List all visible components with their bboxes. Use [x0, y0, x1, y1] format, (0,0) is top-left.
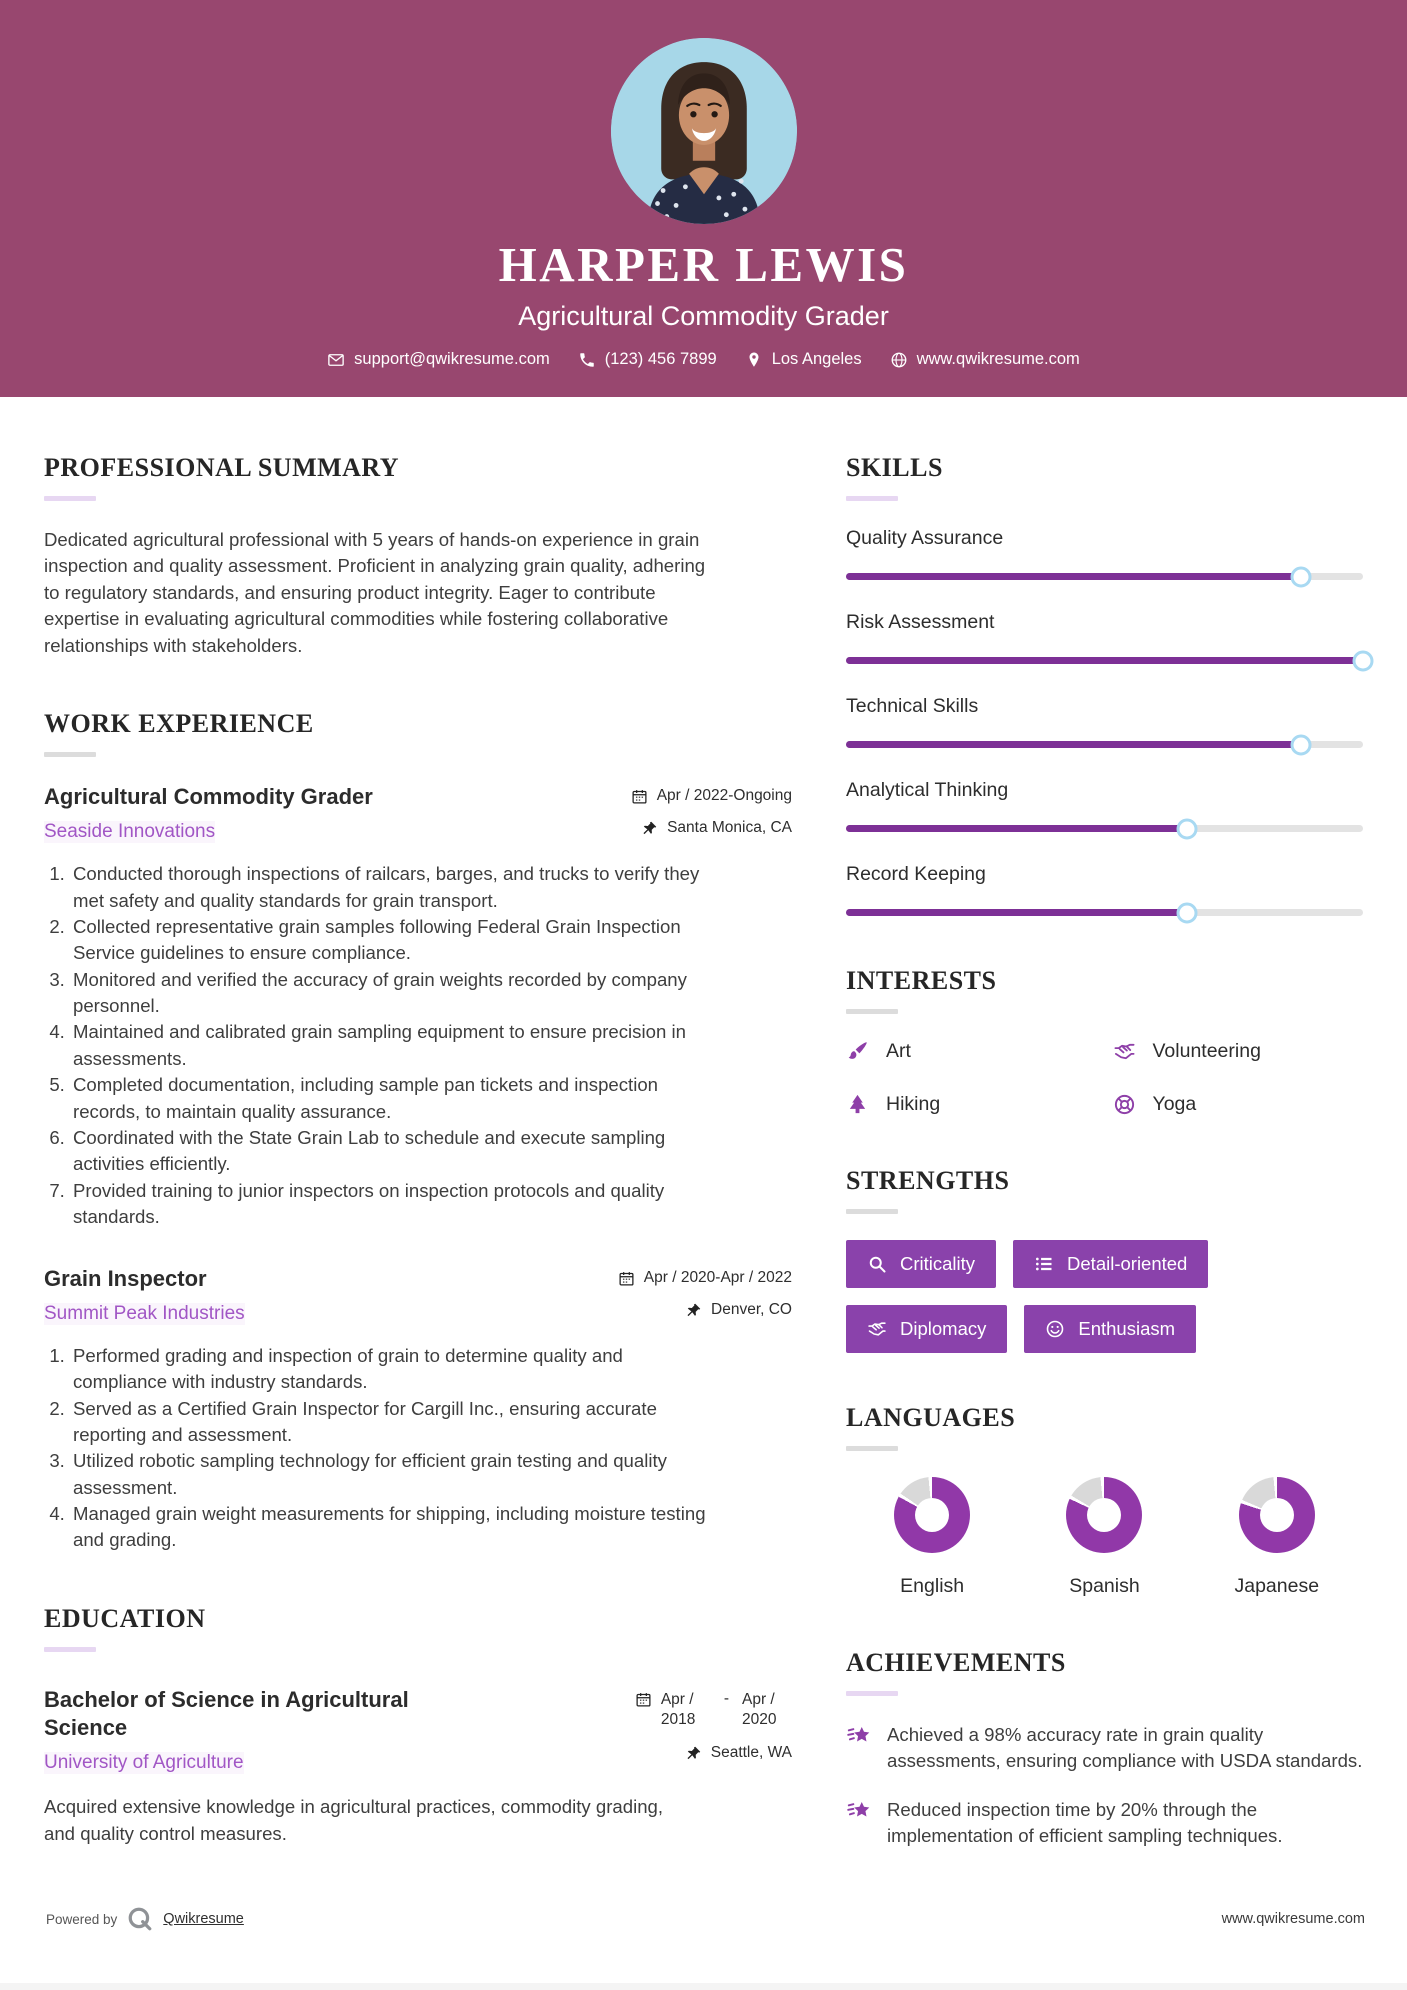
contact-text: support@qwikresume.com — [354, 350, 550, 368]
jobs-list — [44, 783, 792, 1554]
tree-icon — [846, 1093, 869, 1116]
shooting-star-icon — [846, 1798, 873, 1825]
job-dates — [618, 1269, 792, 1287]
education-entry — [44, 1686, 792, 1847]
achievement-item — [846, 1722, 1363, 1773]
skill-slider-track — [846, 657, 1363, 664]
skill-slider-handle[interactable] — [1290, 734, 1311, 755]
job-bullet: 3. Monitored and verified the accuracy of grain weights recorded by company personnel. — [70, 967, 706, 1020]
interest-item — [1113, 1093, 1364, 1116]
section-strengths — [846, 1166, 1363, 1353]
section-underline — [44, 1647, 96, 1652]
job-dates-text: Apr / 2022-Ongoing — [656, 786, 792, 804]
job-bullet: 1. Conducted thorough inspections of railcars, barges, and trucks to verify they met safety and quality standards for grain transport. — [70, 861, 706, 914]
achievement-text: Reduced inspection time by 20% through the implementation of efficient sampling techniques. — [887, 1799, 1283, 1846]
job-location-text: Denver, CO — [711, 1300, 792, 1318]
section-skills — [846, 453, 1363, 916]
skill-slider-track — [846, 825, 1363, 832]
achievements-heading: ACHIEVEMENTS — [846, 1648, 1066, 1677]
achievement-text: Achieved a 98% accuracy rate in grain quality assessments, ensuring compliance with USDA standards. — [887, 1724, 1363, 1771]
left-column — [44, 453, 792, 1899]
strength-button[interactable] — [846, 1305, 1007, 1353]
job-bullet: 1. Performed grading and inspection of grain to determine quality and compliance with industry standards. — [70, 1343, 706, 1396]
footer-site-url: www.qwikresume.com — [1221, 1911, 1365, 1927]
strength-button[interactable] — [1013, 1240, 1208, 1288]
pin-icon — [685, 1302, 702, 1319]
language-item — [1018, 1477, 1190, 1598]
language-item — [846, 1477, 1018, 1598]
page-edge — [0, 1983, 1407, 1990]
company-link[interactable]: Summit Peak Industries — [44, 1302, 245, 1324]
skill-slider-handle[interactable] — [1177, 818, 1198, 839]
job-title: Agricultural Commodity Grader — [44, 783, 373, 809]
contact-text: (123) 456 7899 — [604, 350, 717, 368]
skill-bar-fill — [846, 573, 1301, 580]
skill-name: Quality Assurance — [846, 527, 1004, 549]
phone-icon — [578, 351, 596, 369]
job-bullet: 5. Completed documentation, including sample pan tickets and inspection records, to maintain quality assurance. — [70, 1072, 706, 1125]
education-location-text: Seattle, WA — [710, 1744, 792, 1762]
job-title: Grain Inspector — [44, 1265, 207, 1291]
section-professional-summary — [44, 453, 792, 659]
skill-row — [846, 611, 1363, 664]
job-bullet: 7. Provided training to junior inspectors on inspection protocols and quality standards. — [70, 1178, 706, 1231]
search-icon — [867, 1254, 887, 1274]
handshake-icon — [867, 1319, 887, 1339]
strength-label: Diplomacy — [900, 1318, 987, 1339]
education-dates — [635, 1690, 792, 1730]
job-location — [641, 819, 792, 837]
contact-item — [327, 350, 550, 369]
section-languages — [846, 1403, 1363, 1598]
powered-by — [46, 1906, 244, 1932]
section-achievements — [846, 1648, 1363, 1849]
interest-item — [846, 1093, 1097, 1116]
interest-label: Art — [886, 1040, 911, 1062]
language-label: Spanish — [1069, 1575, 1140, 1597]
job-bullet: 3. Utilized robotic sampling technology for efficient grain testing and quality assessment. — [70, 1448, 706, 1501]
skill-bar-fill — [846, 825, 1187, 832]
strength-button[interactable] — [846, 1240, 996, 1288]
section-underline — [44, 752, 96, 757]
skill-slider-track — [846, 741, 1363, 748]
candidate-title: Agricultural Commodity Grader — [518, 301, 889, 331]
powered-by-text: Powered by — [46, 1911, 118, 1927]
language-label: English — [900, 1575, 965, 1597]
company-link[interactable]: Seaside Innovations — [44, 821, 216, 843]
skill-name: Technical Skills — [846, 695, 979, 717]
pin-icon — [641, 820, 658, 837]
job-bullet: 6. Coordinated with the State Grain Lab to schedule and execute sampling activities efficiently. — [70, 1125, 706, 1178]
job-bullets — [44, 861, 706, 1230]
skill-row — [846, 779, 1363, 832]
globe-icon — [890, 351, 908, 369]
skill-bar-fill — [846, 909, 1187, 916]
content-columns — [0, 397, 1407, 1899]
profile-photo — [611, 38, 797, 224]
education-location — [685, 1744, 792, 1762]
strengths-buttons — [846, 1240, 1316, 1353]
skill-row — [846, 695, 1363, 748]
job-location-text: Santa Monica, CA — [667, 818, 792, 836]
skill-name: Record Keeping — [846, 863, 986, 885]
skill-slider-handle[interactable] — [1290, 566, 1311, 587]
section-education — [44, 1604, 792, 1847]
language-label: Japanese — [1234, 1575, 1320, 1597]
paintbrush-icon — [846, 1040, 869, 1063]
smiley-icon — [1045, 1319, 1065, 1339]
section-underline — [846, 1009, 898, 1014]
interest-label: Hiking — [886, 1093, 941, 1115]
section-underline — [846, 1209, 898, 1214]
strength-button[interactable] — [1024, 1305, 1196, 1353]
interest-item — [1113, 1040, 1364, 1063]
location-icon — [745, 351, 763, 369]
education-description: Acquired extensive knowledge in agricultural practices, commodity grading, and quality control measures. — [44, 1796, 664, 1844]
skills-list — [846, 527, 1363, 916]
job-bullet: 4. Maintained and calibrated grain sampling equipment to ensure precision in assessments. — [70, 1019, 706, 1072]
contact-item — [578, 350, 717, 369]
handshake-icon — [1113, 1040, 1136, 1063]
degree-title: Bachelor of Science in Agricultural Science — [44, 1686, 409, 1741]
calendar-icon — [618, 1270, 635, 1287]
contact-text: www.qwikresume.com — [916, 350, 1080, 368]
school-link[interactable]: University of Agriculture — [44, 1752, 244, 1774]
interest-item — [846, 1040, 1097, 1063]
list-icon — [1034, 1254, 1054, 1274]
contact-row — [0, 350, 1407, 369]
education-date-start: Apr / 2018 — [660, 1690, 696, 1728]
skill-slider-handle[interactable] — [1177, 902, 1198, 923]
job-bullets — [44, 1343, 706, 1554]
skill-name: Risk Assessment — [846, 611, 995, 633]
work-heading: WORK EXPERIENCE — [44, 708, 314, 738]
languages-list — [846, 1477, 1363, 1598]
summary-text: Dedicated agricultural professional with 5 years of hands-on experience in grain inspection and quality assessment. Proficient in analyzing grain quality, adhering to regulatory standards, and ensuring product integrity. Eager to contribute expertise in evaluating agricultural commodities while fostering collaborative relationships with stakeholders. — [44, 529, 706, 656]
job-location — [685, 1301, 792, 1319]
skill-slider-handle[interactable] — [1353, 650, 1374, 671]
strength-label: Enthusiasm — [1078, 1318, 1176, 1339]
date-separator: - — [723, 1689, 729, 1707]
job-bullet: 4. Managed grain weight measurements for shipping, including moisture testing and grading. — [70, 1501, 706, 1554]
achievements-list — [846, 1722, 1363, 1849]
skill-bar-fill — [846, 741, 1301, 748]
section-underline — [846, 1691, 898, 1696]
languages-heading: LANGUAGES — [846, 1403, 1016, 1432]
language-donut — [894, 1477, 970, 1553]
skill-row — [846, 527, 1363, 580]
skill-name: Analytical Thinking — [846, 779, 1009, 801]
strength-label: Criticality — [900, 1253, 976, 1274]
skill-bar-fill — [846, 657, 1363, 664]
qwikresume-logo-icon — [127, 1906, 153, 1932]
calendar-icon — [631, 788, 648, 805]
email-icon — [327, 351, 345, 369]
job-bullet: 2. Served as a Certified Grain Inspector for Cargill Inc., ensuring accurate reporting and assessment. — [70, 1396, 706, 1449]
interest-label: Yoga — [1152, 1093, 1197, 1115]
section-underline — [44, 496, 96, 501]
section-underline — [846, 496, 898, 501]
pin-icon — [685, 1745, 702, 1762]
job-entry — [44, 1265, 792, 1554]
job-entry — [44, 783, 792, 1231]
language-donut — [1239, 1477, 1315, 1553]
header — [0, 0, 1407, 397]
interest-label: Volunteering — [1152, 1040, 1261, 1062]
strengths-heading: STRENGTHS — [846, 1166, 1010, 1195]
language-item — [1191, 1477, 1363, 1598]
achievement-item — [846, 1797, 1363, 1848]
strength-label: Detail-oriented — [1067, 1253, 1188, 1274]
job-bullet: 2. Collected representative grain samples following Federal Grain Inspection Service guidelines to ensure compliance. — [70, 914, 706, 967]
calendar-icon — [635, 1691, 652, 1708]
contact-item — [890, 350, 1080, 369]
interests-grid — [846, 1040, 1363, 1116]
skills-heading: SKILLS — [846, 453, 943, 482]
contact-text: Los Angeles — [771, 350, 862, 368]
interests-heading: INTERESTS — [846, 966, 997, 995]
skill-slider-track — [846, 909, 1363, 916]
right-column — [846, 453, 1363, 1899]
education-date-end: Apr / 2020 — [742, 1690, 777, 1728]
lifebuoy-icon — [1113, 1093, 1136, 1116]
shooting-star-icon — [846, 1723, 873, 1750]
section-work-experience — [44, 709, 792, 1554]
education-heading: EDUCATION — [44, 1603, 206, 1633]
skill-row — [846, 863, 1363, 916]
avatar — [611, 38, 797, 224]
section-underline — [846, 1446, 898, 1451]
summary-heading: PROFESSIONAL SUMMARY — [44, 453, 400, 482]
job-dates — [631, 787, 792, 805]
section-interests — [846, 966, 1363, 1116]
skill-slider-track — [846, 573, 1363, 580]
qwikresume-link[interactable]: Qwikresume — [163, 1911, 244, 1927]
footer — [46, 1906, 1365, 1932]
language-donut — [1066, 1477, 1142, 1553]
candidate-name: HARPER LEWIS — [498, 237, 909, 292]
job-dates-text: Apr / 2020-Apr / 2022 — [643, 1268, 792, 1286]
contact-item — [745, 350, 862, 369]
